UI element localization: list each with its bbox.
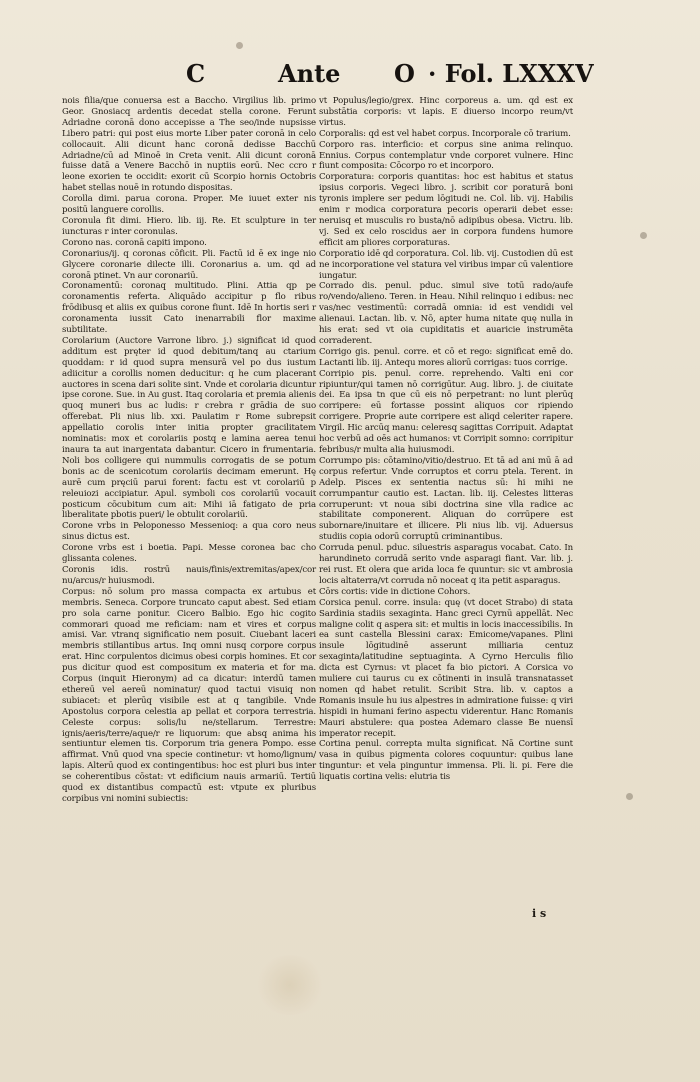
header-running-title: Ante	[278, 59, 341, 88]
dictionary-entry: Coronamentū: coronaq multitudo. Plini. Attia qp pe coronamentis referta. Aliquādo accipitur p flo ribus frōdibusq et aliis ex quibus corone fiunt. Idē In hortis seri r coronamenta iussit Cato inenarrabili flor maxime subtilitate.	[62, 281, 316, 336]
header-folio: · Fol. LXXXV	[428, 59, 594, 88]
dictionary-entry: Corrigo gis. penul. corre. et cō et rego: significat emē do. Lactanti lib. iij. Antequ mores aliorū corrigas: tuos corrige.	[319, 346, 573, 368]
dictionary-entry: Corrado dis. penul. pduc. simul sive totū rado/aufe ro/vendo/alieno. Teren. in Heau. Nihil relinquo i edibus: nec vas/nec vestimentū: corradā omnia: id est vendidi vel alienaui. Lactan. lib. v. Nō, apter huma nitate quę nulla in his erat: sed vt oia cupiditatis et auaricie instrumēta corraderent.	[319, 281, 573, 346]
left-column	[62, 96, 316, 805]
dictionary-entry: Corone vrbs est i boetia. Papi. Messe coronea bac cho glissanta colenes.	[62, 543, 316, 565]
catchword: i s	[532, 907, 547, 920]
margin-dot	[236, 42, 243, 49]
dictionary-entry: Coronula fit dimi. Hiero. lib. iij. Re. Et sculpture in ter iuncturas r inter coronulas.	[62, 215, 316, 237]
dictionary-entry: Corpus: nō solum pro massa compacta ex artubus et membris. Seneca. Corpore truncato caput abest. Sed etiam pro sola carne ponitur. Cicero Balbio. Ego hic cogito commorari quoad me reficiam: nam et vires et corpus amisi. Var. vtranq significatio nem posuit. Ciuebant laceri membris stillantibus artus. Inq omni nusq corpore corpus erat. Hinc corpulentos dicimus obesi corpis homines. Et cor pus dicitur quod est compositum ex materia et for ma. Corpus (inquit Hieronym) ad ca dicatur: interdū tamen ethereū vel aereū nominatur/ quod tactui visuiq non subiacet: et plerūq visibile est at q tangibile. Vnde Apostolus corpora celestia ap pellat et corpora terrestria. Celeste corpus: solis/lu ne/stellarum. Terrestre: ignis/aeris/terre/aque/r re liquorum: que absq anima his sentiuntur elemen tis. Corporum tria genera Pompo. esse affirmat. Vnū quod vna specie continetur: vt homo/lignum/ lapis. Alterū quod ex contingentibus: hoc est pluri bus inter se coherentibus cōstat: vt edificium nauis armariū. Tertiū quod ex distantibus compactū est: vtpute ex pluribus corpibus vni nomini subiectis:	[62, 586, 316, 804]
paper-stain	[255, 955, 325, 1015]
dictionary-entry: Corolarium (Auctore Varrone libro. j.) significat id quod additum est pręter id quod debitum/tanq au ctarium quoddam: r id quod supra mensurā vel po dus iustum adiicitur a corollis nomen deducitur: q he cum placerant auctores in scena dari solite sint. Vnde et corolaria dicuntur ipse corone. Sue. in Au gust. Itaq corolaria et premia alienis quoq muneri bus ac ludis: r crebra r grādia de suo offerebat. Pli nius lib. xxi. Paulatim r Rome subrepsit appellatio corolis inter initia propter gracilitatem nominatis: mox et corolariis postq e lamina aerea tenui inaura ta aut inargentata dabantur. Cicero in frumentaria. Noli bos colligere qui nummulis corrogatis de se potum bonis ac de scenicotum corolariis decimam emerunt. Hę aurē cum pręciū parui forent: factu est vt corolariū p releuiozi accipiatur. Apul. symboli cos corolariū vocauit posticum cōcubitum cum ait: Mihi iā fatigato de pria liberalitate pbotis pueri/ le obtulit corolariū.	[62, 335, 316, 521]
header-right-letter: O	[394, 59, 415, 88]
header-left-letter: C	[186, 59, 206, 88]
dictionary-entry: Corporalis: qd est vel habet corpus. Incorporale cō trarium.	[319, 128, 571, 139]
dictionary-entry: Corsica penul. corre. insula: quę (vt docet Strabo) di stata Sardinia stadiis sexaginta. Hanc greci Cyrnū appellāt. Nec maligne colit q aspera sit: et multis in locis inaccessibilis. In ea sunt castella Blessini carax: Emicome/vapanes. Plini insule lōgitudinē asserunt milliaria centuz sexaginta/latitudine septuaginta. A Cyrno Herculis filio dicta est Cyrnus: vt placet fa bio pictori. A Corsica vo muliere cui taurus cu ex cōtinenti in insulā transnatasset nomen qd habet retulit. Scribit Stra. lib. v. captos a Romanis insule hu ius alpestres in admiratione fuisse: q viri hispidi in humani ferino aspectu viderentur. Hanc Romanis Mauri abstulere: qua postea Ademaro classe Be nuensī imperator recepit.	[319, 597, 573, 739]
dictionary-entry: Cōrs cortis: vide in dictione Cohors.	[319, 586, 471, 597]
margin-dot	[640, 232, 647, 239]
dictionary-entry: Corporatura: corporis quantitas: hoc est habitus et status ipsius corporis. Vegeci libro. j. scribit cor poraturā boni tyronis implere ser pedum lōgitudi ne. Col. lib. vij. Habilis enim r modica corporatura pecoris operarii debet esse: neruisq et musculis ro busta/nō adipibus obesa. Victru. lib. vj. Sed ex celo roscidus aer in corpora fundens humore efficit am pliores corporaturas.	[319, 172, 573, 248]
dictionary-entry: Corrumpo pis: cōtamino/vitio/destruo. Et tā ad ani mū ā ad corpus refertur. Vnde corruptos et corru ptela. Terent. in Adelp. Pisces ex sententia nactus sū: hi mihi ne corrumpantur cautio est. Lactan. lib. iij. Celestes litteras corruperunt: vt noua sibi doctrina sine vlla radice ac stabilitate componerent. Aliquan do corrūpere est subornare/inuitare et illicere. Pli nius lib. vij. Aduersus studiis copia odorū corruptū criminantibus.	[319, 455, 573, 543]
right-column	[319, 96, 573, 783]
margin-dot	[626, 793, 633, 800]
dictionary-entry: Corporatio idē qd corporatura. Col. lib. vij. Custodien dū est ne incorporatione vel statura vel viribus impar cū valentiore iungatur.	[319, 248, 573, 281]
dictionary-entry: Corolla dimi. parua corona. Proper. Me iuuet exter nis positū languere corollis.	[62, 194, 316, 216]
running-header	[0, 60, 700, 90]
dictionary-entry: Corono nas. coronā capiti impono.	[62, 237, 207, 248]
dictionary-entry: vt Populus/legio/grex. Hinc corporeus a. um. qd est ex substātia corporis: vt lapis. E diuerso incorpo reum/vt virtus.	[319, 96, 573, 128]
dictionary-entry: Cortina penul. correpta multa significat. Nā Cortine sunt vasa in quibus pigmenta colores coquuntur: quibus lane tinguntur: et vela pinguntur immensa. Pli. li. pi. Fere die liquatis cortina velis: elutria tis	[319, 739, 573, 783]
dictionary-entry: nois filia/que conuersa est a Baccho. Virgilius lib. primo Geor. Gnosiacq ardentis decedat stella corone. Ferunt Adriadne coronā dono accepisse a The seo/inde nupsisse Libero patri: qui post eius morte Liber pater coronā in celo collocauit. Alii dicunt hanc coronā dedisse Bacchū Adriadne/cū ad Minoē in Creta venit. Alii dicunt coronā fuisse datā a Venere Bacchō in nuptiis eorū. Nec ccro r leone exorien te occidit: exorit cū Scorpio hornis Octobris habet stellas nouē in rotundo dispositas.	[62, 96, 316, 194]
dictionary-entry: Corone vrbs in Peloponesso Messenioq: a qua coro neus sinus dictus est.	[62, 521, 316, 543]
dictionary-entry: Coronarius/ij. q coronas cōficit. Pli. Factū id ē ex inge nio Glycere coronarie dilecte illi. Coronarius a. um. qd ad coronā ptinet. Vn aur coronariū.	[62, 248, 316, 281]
dictionary-entry: Corruda penul. pduc. siluestris asparagus vocabat. Cato. In harundineto corrudā serito vnde asparagi fiant. Var. lib. j. rei rust. Et olera que arida loca fe quuntur: sic vt ambrosia locis altaterra/vt corruda nō noceat q ita petit asparagus.	[319, 543, 573, 586]
dictionary-entry: Coronis idis. rostrū nauis/finis/extremitas/apex/cor nu/arcus/r huiusmodi.	[62, 564, 316, 586]
dictionary-entry: Corripio pis. penul. corre. reprehendo. Valti eni cor ripiuntur/qui tamen nō corrigūtur. Aug. libro. j. de ciuitate dei. Ea ipsa tn que cū eis nō perpetrant: no lunt plerūq corripere: eū fortasse possint aliquos cor ripiendo corrigere. Proprie aute corripere est aliqd celeriter rapere. Virgil. Hic arcūq manu: celeresq sagittas Corripuit. Adaptat hoc verbū ad oēs act humanos: vt Corripit somno: corripitur febribus/r multa alia huiusmodi.	[319, 368, 573, 455]
dictionary-entry: Corporo ras. interficio: et corpus sine anima relinquo. Ennius. Corpus contemplatur vnde corporet vulnere. Hinc fiunt composita: Cōcorpo ro et incorporo.	[319, 139, 573, 172]
